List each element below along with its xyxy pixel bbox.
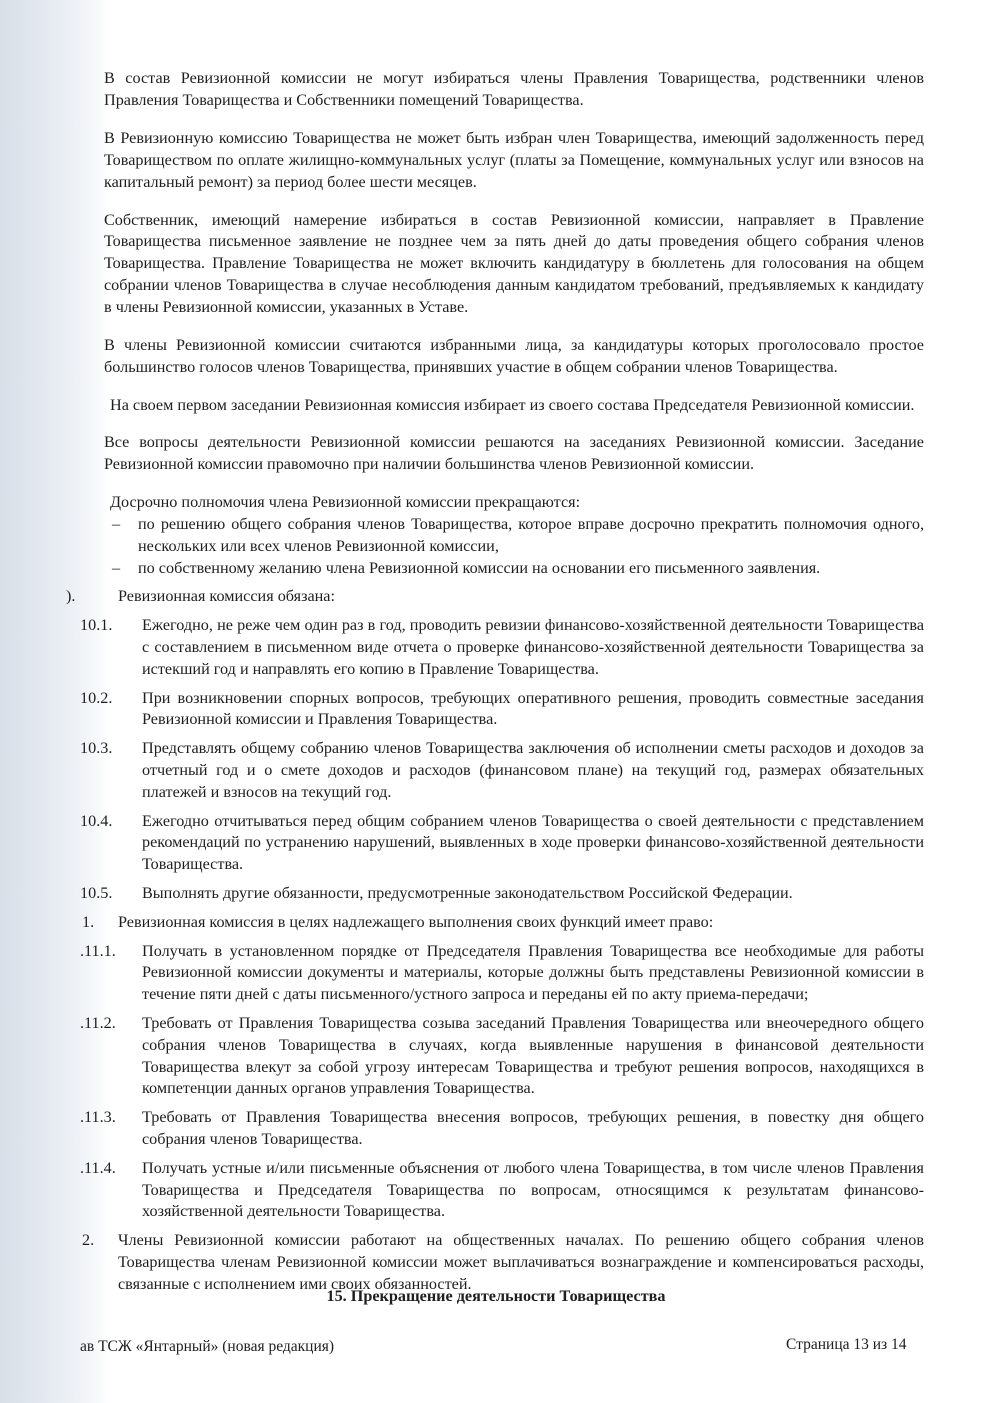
item-number: .11.1. — [80, 941, 116, 960]
item-text: Представлять общему собранию членов Товарищества заключения об исполнении сметы расходов и доходов за отчетный год и о смете доходов и расходов (финансовом плане) на текущий год, размерах обязательных платежей и взносов на текущий год. — [142, 739, 924, 801]
item-number: 1. — [82, 912, 95, 931]
dash-marker: – — [112, 558, 121, 577]
item-number: 10.1. — [80, 616, 113, 635]
paragraph-early-termination: Досрочно полномочия члена Ревизионной комиссии прекращаются: — [110, 493, 581, 512]
item-text: Требовать от Правления Товарищества внесения вопросов, требующих решения, в повестку дня общего собрания членов Товарищества. — [142, 1108, 924, 1148]
item-text: Ревизионная комиссия в целях надлежащего выполнения своих функций имеет право: — [118, 912, 714, 931]
rights-heading — [82, 912, 924, 934]
right-item — [80, 941, 924, 1006]
item-number: 10.5. — [80, 884, 113, 903]
item-number: 10.2. — [80, 688, 113, 707]
list-item-text: по собственному желанию члена Ревизионной комиссии на основании его письменного заявления. — [138, 558, 821, 577]
right-item — [80, 1107, 924, 1151]
list-item — [112, 514, 924, 558]
dash-marker: – — [112, 515, 121, 534]
paragraph-debt-restriction: В Ревизионную комиссию Товарищества не может быть избран член Товарищества, имеющий задолженность перед Товариществом по оплате жилищно-коммунальных услуг (платы за Помещение, коммунальных услуг или взносов на капитальный ремонт) за период более шести месяцев. — [104, 128, 924, 191]
compensation-paragraph — [82, 1230, 924, 1295]
item-text: Получать устные и/или письменные объяснения от любого члена Товарищества, в том числе членов Правления Товарищества и Председателя Товарищества по вопросам, относящимся к результатам финансово-хозяйственной деятельности Товарищества. — [142, 1158, 924, 1221]
item-text: Ежегодно отчитываться перед общим собранием членов Товарищества о своей деятельности с представлением рекомендаций по устранению нарушений, выявленных в ходе проверки финансово-хозяйственной деятельности Товарищества. — [142, 811, 924, 874]
item-number: .11.4. — [80, 1158, 116, 1177]
item-text: Требовать от Правления Товарищества созыва заседаний Правления Товарищества или внеочередного общего собрания членов Товарищества в случаях, когда выявленные нарушения в финансовой деятельности Товарищества влекут за собой угрозу интересам Товарищества и требуют решения вопросов, находящихся в компетенции данных органов управления Товарищества. — [142, 1014, 924, 1098]
item-number: ). — [66, 587, 76, 606]
right-item — [80, 1158, 924, 1223]
duty-item — [80, 811, 924, 876]
item-text: Получать в установленном порядке от Председателя Правления Товарищества все необходимые для работы Ревизионной комиссии документы и материалы, которые должны быть представлены Ревизионной комиссии в течение пяти дней с даты письменного/устного запроса и переданы ей по акту приема-передачи; — [142, 941, 924, 1004]
right-item — [80, 1013, 924, 1100]
document-page — [0, 52, 992, 1303]
item-number: .11.2. — [80, 1014, 116, 1032]
item-number: .11.3. — [80, 1108, 116, 1127]
duties-heading — [66, 586, 924, 608]
duty-item — [80, 615, 924, 680]
item-number: 2. — [82, 1231, 95, 1250]
early-termination-list — [112, 514, 924, 579]
duty-item — [80, 688, 924, 732]
paragraph-candidate-application: Собственник, имеющий намерение избираться в состав Ревизионной комиссии, направляет в Правление Товарищества письменное заявление не позднее чем за пять дней до даты проведения общего собрания членов Товарищества. Правление Товарищества не может включить кандидатуру в бюллетень для голосования на общем собрании членов Товарищества в случае несоблюдения данным кандидатом требований, предъявляемых к кандидату в члены Ревизионной комиссии, указанных в Уставе. — [104, 210, 924, 316]
item-text: Члены Ревизионной комиссии работают на общественных началах. По решению общего собрания членов Товарищества членам Ревизионной комиссии может выплачиваться вознаграждение и компенсироваться расходы, связанные с исполнением ими своих обязанностей. — [118, 1231, 924, 1293]
paragraph-election-rule: В члены Ревизионной комиссии считаются избранными лица, за кандидатуры которых проголосовало простое большинство голосов членов Товарищества, принявших участие в общем собрании членов Товарищества. — [104, 335, 924, 376]
paragraph-first-meeting: На своем первом заседании Ревизионная комиссия избирает из своего состава Председателя Ревизионной комиссии. — [110, 395, 915, 414]
footer-page-number: Страница 13 из 14 — [786, 1336, 907, 1353]
item-text: Выполнять другие обязанности, предусмотренные законодательством Российской Федерации. — [142, 884, 793, 903]
item-number: 10.4. — [80, 811, 113, 830]
section-heading: 15. Прекращение деятельности Товарищества — [326, 1287, 666, 1305]
footer-document-title: ав ТСЖ «Янтарный» (новая редакция) — [80, 1338, 335, 1355]
paragraph-composition-restriction: В состав Ревизионной комиссии не могут избираться члены Правления Товарищества, родственники членов Правления Товарищества и Собственники помещений Товарищества. — [104, 69, 924, 109]
item-text: Ежегодно, не реже чем один раз в год, проводить ревизии финансово-хозяйственной деятельности Товарищества с составлением в письменном виде отчета о проверке финансово-хозяйственной деятельности Товарищества за истекший год и направлять его копию в Правление Товарищества. — [142, 616, 924, 678]
duty-item — [80, 883, 924, 905]
paragraph-meetings-quorum: Все вопросы деятельности Ревизионной комиссии решаются на заседаниях Ревизионной комиссии. Заседание Ревизионной комиссии правомочно при наличии большинства членов Ревизионной комиссии. — [104, 433, 924, 474]
list-item-text: по решению общего собрания членов Товарищества, которое вправе досрочно прекратить полномочия одного, нескольких или всех членов Ревизионной комиссии, — [138, 515, 924, 555]
item-number: 10.3. — [80, 739, 113, 758]
item-text: При возникновении спорных вопросов, требующих оперативного решения, проводить совместные заседания Ревизионной комиссии и Правления Товарищества. — [142, 688, 924, 729]
item-text: Ревизионная комиссия обязана: — [118, 587, 335, 606]
duty-item — [80, 738, 924, 803]
list-item — [112, 558, 924, 580]
